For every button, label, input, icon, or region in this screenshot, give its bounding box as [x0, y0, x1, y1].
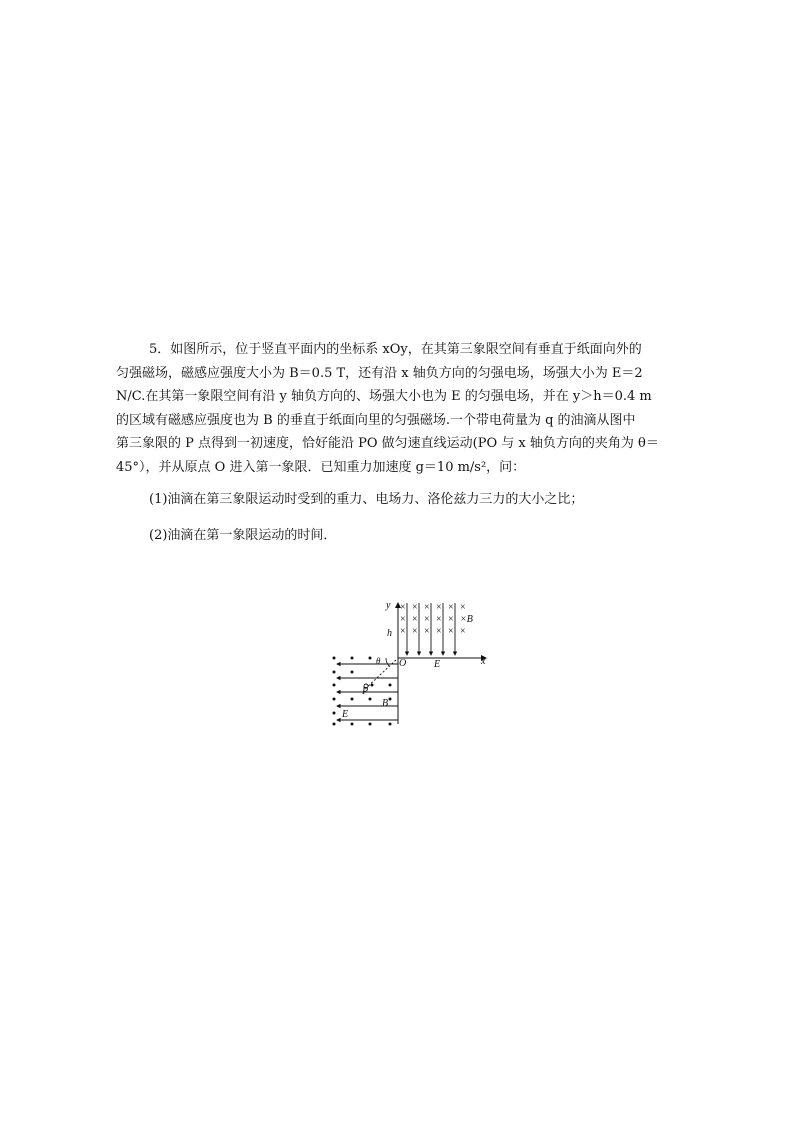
svg-text:×: ×	[436, 626, 442, 637]
physics-diagram	[328, 598, 493, 730]
E-lower-label: E	[342, 709, 349, 720]
P-label: P	[362, 686, 369, 697]
origin-label: O	[399, 658, 407, 669]
problem-text	[116, 338, 679, 547]
stem-line-3: N/C.在其第一象限空间有沿 y 轴负方向的、场强大小也为 E 的匀强电场，并在 y＞h＝0.4 m	[116, 389, 652, 404]
svg-text:×: ×	[424, 614, 430, 625]
svg-text:×: ×	[424, 602, 430, 613]
E-upper-label: E	[434, 659, 441, 670]
stem-line-1: 5．如图所示，位于竖直平面内的坐标系 xOy，在其第三象限空间有垂直于纸面向外的	[149, 342, 642, 357]
B-upper-label: ×B	[460, 614, 473, 625]
problem-stem-cont	[116, 362, 679, 480]
stem-line-4: 的区域有磁感应强度也为 B 的垂直于纸面向里的匀强磁场.一个带电荷量为 q 的油滴从图中	[116, 412, 636, 428]
svg-text:×: ×	[400, 602, 406, 613]
svg-text:×: ×	[448, 602, 454, 613]
theta-label: θ	[376, 656, 381, 666]
theta-arc	[386, 658, 389, 666]
upper-magnetic-crosses	[400, 602, 466, 637]
x-axis-label: x	[481, 656, 486, 667]
svg-text:×: ×	[412, 614, 418, 625]
stem-line-2: 匀强磁场，磁感应强度大小为 B＝0.5 T，还有沿 x 轴负方向的匀强电场，场强大小为 E＝2	[116, 365, 643, 381]
stem-line-6: 45°），并从原点 O 进入第一象限．已知重力加速度 g＝10 m/s²，问：	[116, 459, 526, 475]
svg-text:×: ×	[448, 626, 454, 637]
svg-text:×: ×	[460, 626, 466, 637]
svg-text:×: ×	[448, 614, 454, 625]
diagram-svg	[328, 598, 493, 730]
svg-text:×: ×	[400, 626, 406, 637]
svg-text:×: ×	[436, 614, 442, 625]
svg-text:×: ×	[436, 602, 442, 613]
question-1: (1)油滴在第三象限运动时受到的重力、电场力、洛伦兹力三力的大小之比；	[149, 492, 584, 507]
question-2: (2)油滴在第一象限运动的时间．	[149, 527, 337, 543]
problem-stem	[116, 338, 679, 362]
stem-line-5: 第三象限的 P 点得到一初速度，恰好能沿 PO 做匀速直线运动(PO 与 x 轴负方向的夹角为 θ＝	[116, 436, 659, 451]
svg-text:×: ×	[460, 602, 466, 613]
svg-text:×: ×	[412, 626, 418, 637]
B-lower-label: B	[382, 698, 389, 709]
svg-text:×: ×	[412, 602, 418, 613]
svg-text:×: ×	[400, 614, 406, 625]
svg-text:×: ×	[424, 626, 430, 637]
h-label: h	[387, 628, 392, 639]
y-axis-label: y	[386, 600, 391, 611]
